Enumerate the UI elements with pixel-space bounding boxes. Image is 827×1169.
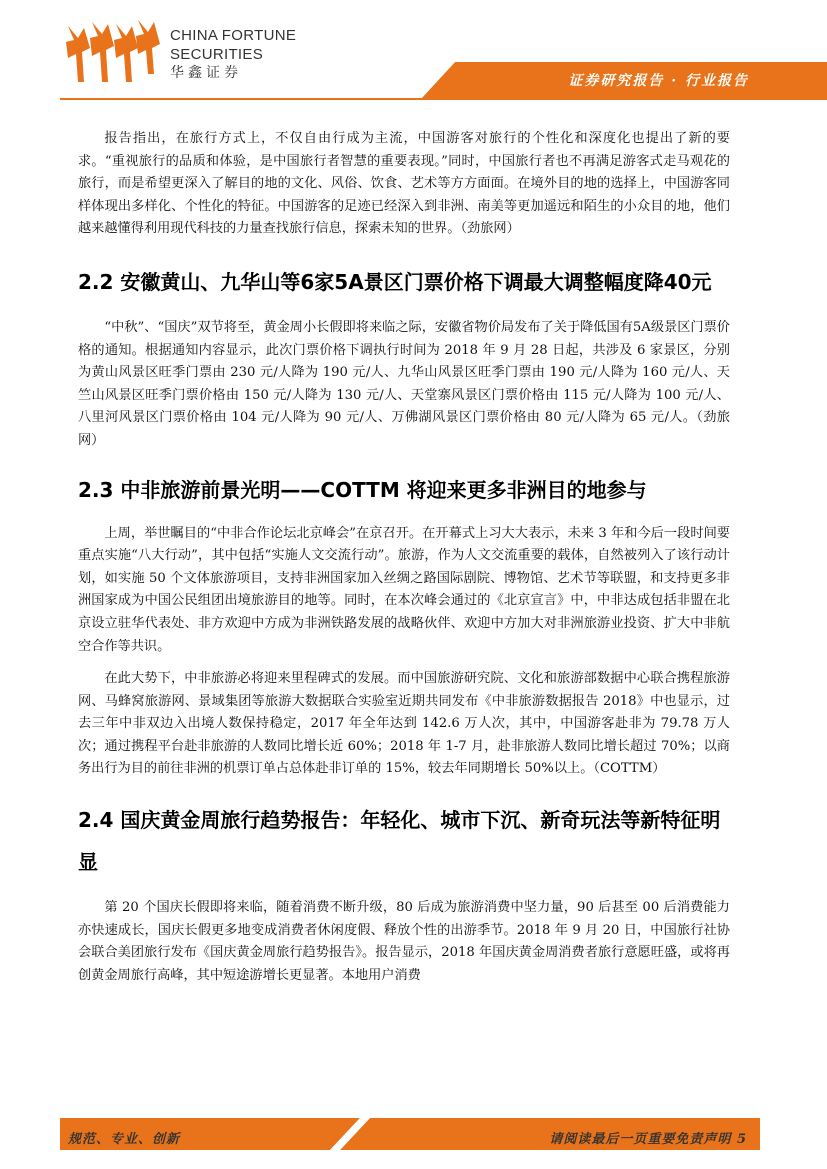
report-type-label: 证券研究报告 · 行业报告 bbox=[568, 73, 749, 89]
section-2-2-title: 2.2 安徽黄山、九华山等6家5A景区门票价格下调最大调整幅度降40元 bbox=[78, 269, 712, 294]
report-body bbox=[78, 128, 730, 987]
section-2-3-paragraph-1: 上周，举世瞩目的“中非合作论坛北京峰会”在京召开。在开幕式上习大大表示，未来 3 年和今后一段时间要重点实施“八大行动”，其中包括“实施人文交流行动”。旅游，作为人文交流重要的载体，自然被列入了该行动计划，如实施 50 个文体旅游项目，支持非洲国家加入丝绸之路国际剧院、博物馆、艺术节等联盟，和支持更多非洲国家成为中国公民组团出境旅游目的地等。同时，在本次峰会通过的《北京宣言》中，中非达成包括非盟在北京设立驻华代表处、非方欢迎中方成为非洲铁路发展的战略伙伴、欢迎中方加大对非洲旅游业投资、扩大中非航空合作等共识。 bbox=[78, 525, 730, 654]
footer-slogan: 规范、专业、创新 bbox=[68, 1132, 181, 1147]
intro-paragraph: 报告指出，在旅行方式上，不仅自由行成为主流，中国游客对旅行的个性化和深度化也提出了新的要求。“重视旅行的品质和体验，是中国旅行者智慧的重要表现。”同时，中国旅行者也不再满足游客式走马观花的旅行，而是希望更深入了解目的地的文化、风俗、饮食、艺术等方方面面。在境外目的地的选择上，中国游客同样体现出多样化、个性化的特征。中国游客的足迹已经深入到非洲、南美等更加遥远和陌生的小众目的地，他们越来越懂得利用现代科技的力量查找旅行信息，探索未知的世界。（劲旅网） bbox=[78, 131, 730, 237]
brand-name-en-line1: CHINA FORTUNE bbox=[170, 27, 297, 44]
footer-disclaimer-page: 请阅读最后一页重要免责声明 5 bbox=[549, 1132, 747, 1147]
section-2-4-paragraph: 第 20 个国庆长假即将来临，随着消费不断升级，80 后成为旅游消费中坚力量，90 后甚至 00 后消费能力亦快速成长，国庆长假更多地变成消费者休闲度假、释放个性的出游季节。2018 年 9 月 20 日，中国旅行社协会联合美团旅行发布《国庆黄金周旅行趋势报告》。报告显示，2018 年国庆黄金周消费者旅行意愿旺盛，或将再创黄金周旅行高峰，其中短途游增长更显著。本地用户消费 bbox=[78, 900, 730, 983]
section-2-3-title: 2.3 中非旅游前景光明——COTTM 将迎来更多非洲目的地参与 bbox=[78, 477, 647, 502]
brand-name-cn: 华鑫证券 bbox=[170, 65, 242, 81]
company-logo-icon bbox=[62, 18, 160, 82]
brand-name-en-line2: SECURITIES bbox=[170, 46, 264, 63]
brand-block bbox=[170, 26, 296, 82]
section-2-4-title: 2.4 国庆黄金周旅行趋势报告：年轻化、城市下沉、新奇玩法等新特征明显 bbox=[78, 808, 721, 875]
section-2-2-paragraph: “中秋”、“国庆”双节将至，黄金周小长假即将来临之际，安徽省物价局发布了关于降低国有5A级景区门票价格的通知。根据通知内容显示，此次门票价格下调执行时间为 2018 年 9 月 28 日起，共涉及 6 家景区，分别为黄山风景区旺季门票由 230 元/人降为 190 元/人、九华山风景区旺季门票由 190 元/人降为 160 元/人、天竺山风景区旺季门票价格由 150 元/人降为 130 元/人、天堂寨风景区门票价格由 115 元/人降为 100 元/人、八里河风景区门票价格由 104 元/人降为 90 元/人、万佛湖风景区门票价格由 80 元/人降为 65 元/人。（劲旅网） bbox=[78, 319, 730, 448]
section-2-3-paragraph-2: 在此大势下，中非旅游必将迎来里程碑式的发展。而中国旅游研究院、文化和旅游部数据中心联合携程旅游网、马蜂窝旅游网、景域集团等旅游大数据联合实验室近期共同发布《中非旅游数据报告 2018》中也显示，过去三年中非双边入出境人数保持稳定，2017 年全年达到 142.6 万人次，其中，中国游客赴非为 79.78 万人次；通过携程平台赴非旅游的人数同比增长近 60%；2018 年 1-7 月，赴非旅游人数同比增长超过 70%；以商务出行为目的前往非洲的机票订单占总体赴非订单的 15%，较去年同期增长 50%以上。（COTTM） bbox=[78, 671, 730, 777]
